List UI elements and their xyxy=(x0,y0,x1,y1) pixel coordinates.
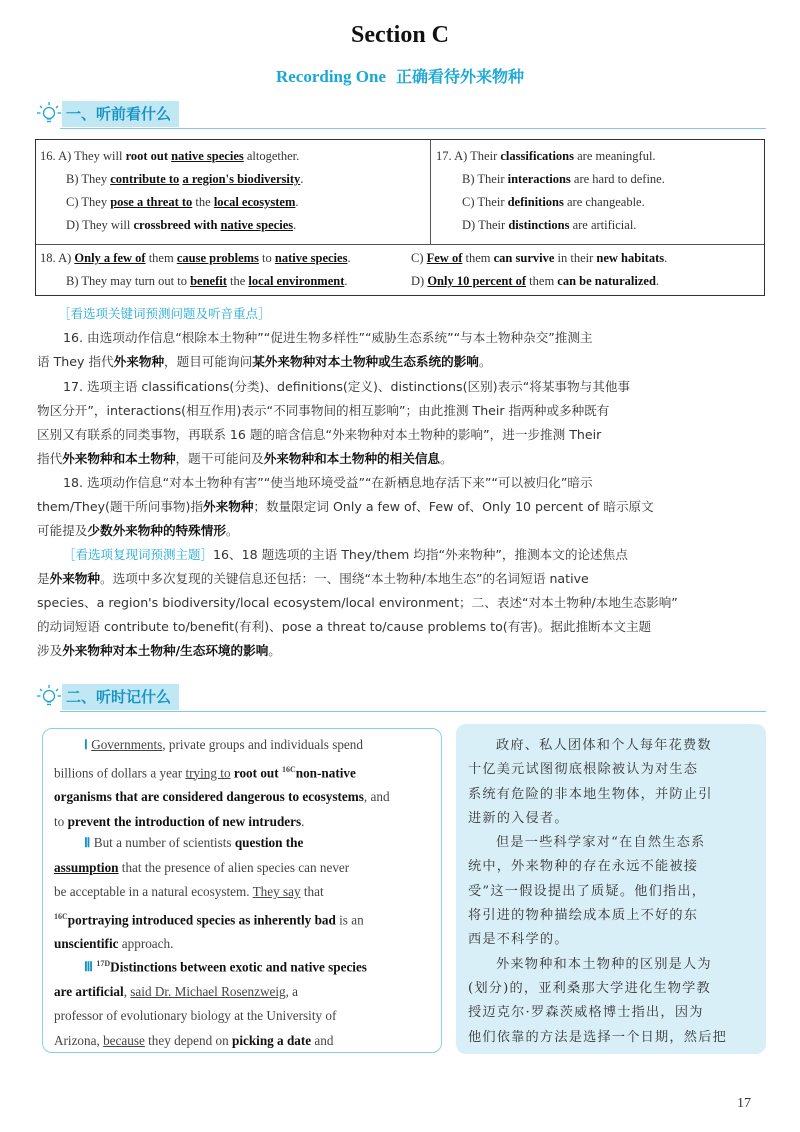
option-text: are meaningful. xyxy=(573,149,656,163)
analysis-line xyxy=(37,519,765,543)
keyword: interactions xyxy=(507,172,571,186)
text: they depend on xyxy=(144,1032,232,1048)
analysis-line: 18. 选项动作信息“对本土物种有害”“使当地环境受益”“在新栖息地存活下来”“可以被归化”暗示 xyxy=(63,475,593,490)
emphasis: 外来物种 xyxy=(203,499,254,514)
analysis-line: 物区分开”，interactions(相互作用)表示“不同事物间的相互影响”；由此推测 Their 指两种或多种既有 xyxy=(37,403,610,418)
key-text: are artificial xyxy=(54,983,124,999)
question-number: 17. xyxy=(436,149,452,163)
text: 16、18 题选项的主语 They/them 均指“外来物种”，推测本文的论述焦点 xyxy=(213,547,628,562)
underlined-text: Governments xyxy=(91,737,163,752)
option-letter: D) xyxy=(411,274,425,288)
underlined-text: said Dr. Michael Rosenzweig xyxy=(130,983,286,999)
keyword: can survive xyxy=(493,251,555,265)
text: , a xyxy=(285,983,299,999)
option-text: . xyxy=(664,251,668,265)
q17-option-d xyxy=(462,218,636,233)
text: is an xyxy=(335,911,364,927)
key-text: unscientific xyxy=(54,936,119,952)
emphasis: 外来物种 xyxy=(49,571,100,586)
text: ，题目可能询问 xyxy=(164,354,253,369)
key-text: organisms that are considered dangerous to ecosystems xyxy=(54,789,364,805)
text: that xyxy=(300,884,324,899)
text: , xyxy=(123,983,131,999)
option-text: the xyxy=(226,274,249,288)
emphasis: 某外来物种对本土物种或生态系统的影响 xyxy=(252,354,479,369)
option-letter: B) xyxy=(462,172,475,186)
option-text: them xyxy=(526,274,558,288)
option-text: them xyxy=(462,251,494,265)
q16-option-a xyxy=(40,149,299,164)
q17-option-c xyxy=(462,195,645,210)
heading-underline xyxy=(60,128,766,129)
q18-option-a xyxy=(40,251,351,266)
keyword: native species xyxy=(274,251,348,265)
text: them/They(题干所问事物)指 xyxy=(37,499,204,514)
heading-while-listening xyxy=(36,683,179,711)
option-text: are changeable. xyxy=(563,195,645,209)
option-text: Their xyxy=(478,218,509,232)
paragraph-marker: Ⅱ xyxy=(84,835,91,850)
keyword: pose a threat to xyxy=(110,195,193,209)
option-text: are artificial. xyxy=(569,218,637,232)
option-text: They will xyxy=(82,218,134,232)
keyword: definitions xyxy=(507,195,564,209)
page-number: 17 xyxy=(737,1096,751,1111)
analysis-q18 xyxy=(37,471,765,543)
key-text: picking a date xyxy=(231,1032,312,1048)
option-text: Their xyxy=(477,195,508,209)
text: professor of evolutionary biology at the University of xyxy=(54,1008,337,1024)
option-text: are hard to define. xyxy=(570,172,665,186)
heading-label: 一、听前看什么 xyxy=(62,101,179,127)
key-text: non-native xyxy=(295,764,356,780)
text: and xyxy=(311,1032,334,1048)
option-letter: C) xyxy=(462,195,475,209)
translation-line: (划分)的，亚利桑那大学进化生物学教 xyxy=(468,980,711,996)
option-letter: A) xyxy=(58,149,72,163)
underlined-text: because xyxy=(103,1032,145,1048)
recording-title-en: Recording One xyxy=(275,67,386,86)
q18-option-c xyxy=(411,251,667,266)
answer-tag: 17D xyxy=(96,959,111,968)
q17-option-b xyxy=(462,172,665,187)
analysis-line: 16. 由选项动作信息“根除本土物种”“促进生物多样性”“威胁生态系统”“与本土物种杂交”推测主 xyxy=(63,330,593,345)
key-text: portraying introduced species as inherently bad xyxy=(67,911,336,927)
text: But a number of scientists xyxy=(93,835,235,850)
tip-keywords: ［看选项关键词预测问题及听音重点］ xyxy=(58,306,271,321)
analysis-line xyxy=(37,567,765,591)
keyword: root out xyxy=(125,149,169,163)
keyword: native species xyxy=(171,149,244,163)
q17-option-a xyxy=(436,149,656,164)
keyword: local environment xyxy=(248,274,345,288)
translation-line: 他们依靠的方法是选择一个日期，然后把 xyxy=(468,1029,727,1045)
option-text: altogether. xyxy=(243,149,300,163)
q18-option-d xyxy=(411,274,659,289)
option-text: Their xyxy=(477,172,508,186)
text: be acceptable in a natural ecosystem. xyxy=(54,884,253,899)
emphasis: 外来物种对本土物种/生态环境的影响 xyxy=(62,643,269,658)
option-text: . xyxy=(295,195,299,209)
recording-title-cn: 正确看待外来物种 xyxy=(396,67,525,86)
option-text: . xyxy=(300,172,304,186)
keyword: new habitats xyxy=(596,251,665,265)
translation-line: 统中，外来物种的存在永远不能被接 xyxy=(468,859,699,875)
key-text: prevent the introduction of new intruders xyxy=(67,813,302,829)
emphasis: 外来物种和本土物种 xyxy=(62,451,176,466)
text: Arizona, xyxy=(54,1032,104,1048)
paragraph-marker: Ⅰ xyxy=(84,737,88,752)
question-number: 16. xyxy=(40,149,56,163)
keyword: benefit xyxy=(190,274,227,288)
analysis-line xyxy=(37,447,765,471)
text: , private groups and individuals spend xyxy=(162,737,363,752)
analysis-line: 区别又有联系的同类事物，再联系 16 题的暗含信息“外来物种对本土物种的影响”，进一步推测 Their xyxy=(37,427,602,442)
translation-line: 西是不科学的。 xyxy=(468,932,569,948)
q16-option-d xyxy=(66,218,296,233)
option-letter: C) xyxy=(411,251,424,265)
emphasis: 外来物种 xyxy=(113,354,165,369)
keyword: contribute to xyxy=(110,172,180,186)
keyword: Only 10 percent of xyxy=(427,274,527,288)
translation-line: 将引进的物种描绘成本质上不好的东 xyxy=(468,908,699,924)
text: 。选项中多次复现的关键信息还包括：一、围绕“本土物种/本地生态”的名词短语 native xyxy=(99,571,589,586)
table-divider-vertical xyxy=(430,140,431,244)
option-text: Their xyxy=(470,149,501,163)
keyword: cause problems xyxy=(176,251,259,265)
text: 。 xyxy=(225,523,239,538)
option-letter: B) xyxy=(66,274,79,288)
text: 涉及 xyxy=(37,643,63,658)
tip-theme: ［看选项复现词预测主题］ xyxy=(63,547,214,562)
analysis-line: 的动词短语 contribute to/benefit(有利)、pose a threat to/cause problems to(有害)。据此推断本文主题 xyxy=(37,619,652,634)
text: 是 xyxy=(37,571,50,586)
underlined-text: They say xyxy=(252,884,301,899)
option-text: in their xyxy=(554,251,597,265)
translation-line: 进新的入侵者。 xyxy=(468,810,569,826)
keyword: native species xyxy=(220,218,294,232)
option-letter: D) xyxy=(66,218,80,232)
text: 。 xyxy=(268,643,281,658)
underlined-text: assumption xyxy=(54,859,119,875)
analysis-line xyxy=(37,543,765,567)
translation-line: 外来物种和本土物种的区别是人为 xyxy=(496,956,712,972)
option-text: . xyxy=(655,274,660,288)
answer-tag: 16C xyxy=(54,911,68,921)
text: 指代 xyxy=(37,451,63,466)
analysis-q16 xyxy=(37,326,765,374)
text: , and xyxy=(363,789,390,805)
table-divider-horizontal xyxy=(36,244,764,245)
key-text: question the xyxy=(234,835,304,850)
transcript-paragraph-2 xyxy=(54,831,432,957)
keyword: Few of xyxy=(426,251,463,265)
option-text: the xyxy=(192,195,214,209)
text: approach. xyxy=(118,936,174,952)
translation-line: 授迈克尔·罗森茨威格博士指出，因为 xyxy=(468,1005,704,1021)
analysis-line: 17. 选项主语 classifications(分类)、definitions(定义)、distinctions(区别)表示“将某事物与其他事 xyxy=(63,379,631,394)
translation-line: 系统有危险的非本地生物体，并防止引 xyxy=(468,786,713,802)
text: . xyxy=(301,813,305,829)
translation-line: 受”这一假设提出了质疑。他们指出， xyxy=(468,883,707,899)
option-text: They may turn out to xyxy=(81,274,191,288)
text: ；数量限定词 Only a few of、Few of、Only 10 percent of 暗示原文 xyxy=(253,499,654,514)
underlined-text: trying to xyxy=(185,764,231,780)
analysis-theme xyxy=(37,543,765,663)
option-letter: A) xyxy=(58,251,72,265)
question-number: 18. xyxy=(40,251,56,265)
keyword: a region's biodiversity xyxy=(182,172,301,186)
analysis-line xyxy=(37,350,765,374)
text: ，题干可能问及 xyxy=(175,451,264,466)
option-text: to xyxy=(258,251,275,265)
heading-before-listening xyxy=(36,100,179,128)
analysis-q17 xyxy=(37,375,765,471)
option-text: They xyxy=(81,172,111,186)
transcript-paragraph-3 xyxy=(54,952,432,1053)
answer-tag: 16C xyxy=(281,764,296,774)
option-text: . xyxy=(344,274,348,288)
key-text: root out xyxy=(230,764,282,780)
q16-option-c xyxy=(66,195,299,210)
q18-option-b xyxy=(66,274,348,289)
keyword: Only a few of xyxy=(74,251,146,265)
keyword: can be naturalized xyxy=(557,274,656,288)
option-letter: D) xyxy=(462,218,476,232)
lightbulb-icon xyxy=(36,100,62,128)
analysis-line xyxy=(37,639,765,663)
keyword: crossbreed with xyxy=(133,218,218,232)
translation-line: 政府、私人团体和个人每年花费数 xyxy=(496,738,712,753)
text: 。 xyxy=(478,354,492,369)
translation-line: 但是一些科学家对“在自然生态系 xyxy=(496,835,706,851)
option-letter: B) xyxy=(66,172,79,186)
key-text: Distinctions between exotic and native species xyxy=(110,959,367,975)
option-text: them xyxy=(145,251,177,265)
option-text: . xyxy=(293,218,297,232)
text: 可能提及 xyxy=(37,523,88,538)
recording-title xyxy=(0,64,800,87)
option-letter: C) xyxy=(66,195,79,209)
text: billions of dollars a year xyxy=(54,764,186,780)
section-title: Section C xyxy=(351,22,449,48)
lightbulb-icon xyxy=(36,683,62,711)
keyword: distinctions xyxy=(508,218,570,232)
paragraph-marker: Ⅲ xyxy=(84,959,94,975)
transcript-paragraph-1 xyxy=(54,733,432,834)
translation-text xyxy=(468,734,758,1050)
option-text: . xyxy=(347,251,351,265)
q16-option-b xyxy=(66,172,303,187)
heading-underline xyxy=(60,711,766,712)
option-letter: A) xyxy=(454,149,468,163)
analysis-line xyxy=(37,495,765,519)
option-text: They will xyxy=(74,149,126,163)
text: 。 xyxy=(440,451,453,466)
emphasis: 少数外来物种的特殊情形 xyxy=(87,523,226,538)
keyword: local ecosystem xyxy=(213,195,296,209)
analysis-line: species、a region's biodiversity/local ecosystem/local environment；二、表述“对本土物种/本地生态影响” xyxy=(37,595,678,610)
text: to xyxy=(54,813,68,829)
emphasis: 外来物种和本土物种的相关信息 xyxy=(263,451,440,466)
text: 语 They 指代 xyxy=(37,354,114,369)
options-table xyxy=(35,139,765,296)
translation-line: 十亿美元试图彻底根除被认为对生态 xyxy=(468,762,699,778)
keyword: classifications xyxy=(500,149,574,163)
option-text: They xyxy=(81,195,111,209)
text: that the presence of alien species can never xyxy=(118,859,350,875)
heading-label: 二、听时记什么 xyxy=(62,684,179,710)
